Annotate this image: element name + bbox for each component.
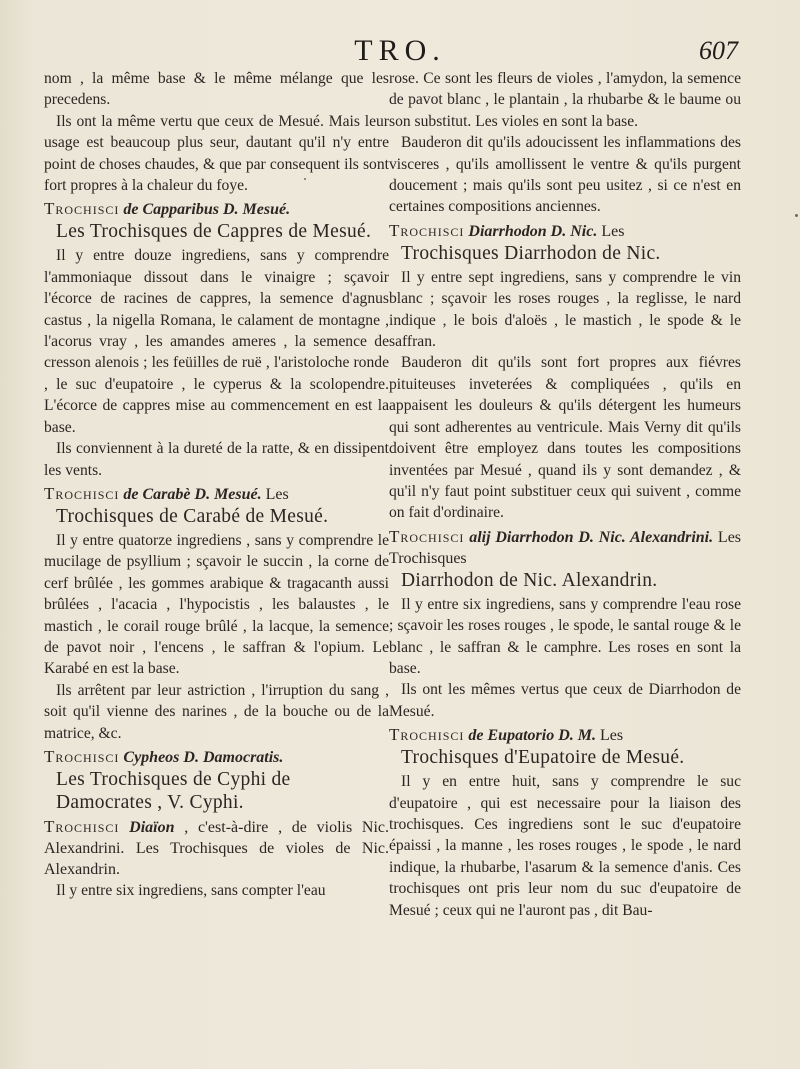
running-head: TRO.: [354, 34, 446, 67]
heading-tail: Les: [265, 485, 289, 503]
paper-speck: [304, 178, 306, 180]
paragraph: nom , la même base & le même mélange que les precedens.: [44, 70, 389, 109]
heading-tail: Les Trochisques: [389, 528, 742, 567]
heading-term: Trochisci: [44, 199, 120, 219]
entry-title: Trochisques Diarrhodon de Nic.: [401, 242, 661, 264]
paragraph: Il y entre six ingrediens, sans y comprendre l'eau rose ; sçavoir les roses rouges , le spode, le santal rouge & le blanc , le saffran & le camphre. Les roses en sont la base.: [389, 595, 741, 677]
heading-latin-name: Diaïon: [129, 818, 175, 836]
paper-speck: [795, 214, 798, 217]
paragraph: Il y en entre huit, sans y comprendre le suc d'eupatoire , qui est necessaire pour la liaison des trochisques. Ces ingrediens sont le suc d'eupatoire épaissi , la manne , les roses rouges , le spode , le nard indique, la rhubarbe, l'asarum & la semence d'anis. Ces trochisques ont pris leur nom du suc d'eupatoire de Mesué ; ceux qui ne l'auront pas , dit Bau-: [389, 773, 741, 919]
paragraph: Bauderon dit qu'ils adoucissent les inflammations des visceres , qu'ils amollissent le ventre & qu'ils purgent doucement ; mais qu'ils sont peu usitez , si ce n'est en certaines compositions anciennes.: [389, 134, 741, 216]
heading-latin-name: Cypheos D. Damocratis.: [123, 748, 284, 766]
paragraph: Il y entre quatorze ingrediens , sans y comprendre le mucilage de psyllium ; sçavoir le succin , la corne de cerf brûlée , les gommes arabique & tragacanth aussi brûlées , l'acacia , l'hypocistis , les balaustes , le mastich , le corail rouge brûlé , la lacque, la semence de pavot noir , l'encens , le saffran & l'opium. Le Karabé en est la base.: [44, 531, 389, 678]
heading-tail: , c'est-à-dire , de violis Nic. Alexandrini. Les Trochisques de violes de Nic. Alexandrin.: [44, 818, 390, 878]
entry-heading: [44, 198, 389, 220]
entry-heading: [389, 526, 741, 569]
left-column: [44, 68, 389, 901]
paragraph: Il y entre six ingrediens, sans compter l'eau: [56, 881, 326, 899]
heading-latin-name: de Capparibus D. Mesué.: [123, 201, 291, 219]
entry-heading: [44, 483, 389, 505]
heading-term: Trochisci: [44, 746, 120, 766]
paragraph: rose. Ce sont les fleurs de violes , l'amydon, la semence de pavot blanc , le plantain , la rhubarbe & le baume ou son substitut. Les violes en sont la base.: [389, 70, 741, 130]
paragraph: Ils ont les mêmes vertus que ceux de Diarrhodon de Mesué.: [389, 681, 741, 720]
paragraph: Ils conviennent à la dureté de la ratte, & en dissipent les vents.: [44, 440, 389, 479]
heading-term: Trochisci: [44, 483, 120, 503]
entry-title: Diarrhodon de Nic. Alexandrin.: [401, 569, 658, 591]
heading-term: Trochisci: [389, 725, 465, 745]
entry-heading: [44, 816, 389, 880]
heading-latin-name: de Eupatorio D. M.: [468, 727, 596, 745]
right-column: [389, 68, 741, 921]
paragraph: Ils arrêtent par leur astriction , l'irruption du sang , soit qu'il vienne des narines , de la bouche ou de la matrice, &c.: [44, 681, 389, 742]
entry-title: Trochisques de Carabé de Mesué.: [56, 505, 329, 527]
paragraph: Il y entre sept ingrediens, sans y comprendre le vin blanc ; sçavoir les roses rouges , la reglisse, le nard indique , le bois d'aloës , le mastich , le spode & le saffran.: [389, 268, 741, 351]
entry-heading: [389, 220, 741, 242]
heading-latin-name: de Carabè D. Mesué.: [123, 485, 262, 503]
heading-tail: Les: [601, 222, 625, 240]
heading-term: Trochisci: [389, 526, 465, 546]
heading-tail: Les: [599, 727, 624, 745]
entry-title: Les Trochisques de Cappres de Mesué.: [56, 221, 372, 243]
page-number: 607: [699, 36, 738, 65]
heading-term: Trochisci: [389, 220, 465, 240]
entry-heading: [389, 724, 741, 746]
heading-term: Trochisci: [44, 816, 120, 836]
heading-latin-name: Diarrhodon D. Nic.: [468, 222, 598, 240]
heading-latin-name: alij Diarrhodon D. Nic. Alexandrini.: [469, 528, 714, 546]
paragraph: Il y entre douze ingrediens, sans y comprendre l'ammoniaque dissout dans le vinaigre ; sçavoir l'écorce de racines de cappres, la semence d'agnus castus , la nigella Romana, le calament de montagne , l'acorus vray , les amandes ameres , la semence de cresson alenois ; les feüilles de ruë , l'aristoloche ronde , le suc d'eupatoire , le cyperus & la scolopendre. L'écorce de cappres mise au commencement en est la base.: [44, 247, 389, 436]
paragraph: Bauderon dit qu'ils sont fort propres aux fiévres pituiteuses inveterées & compliquées , qu'ils en appaisent les douleurs & qu'ils détergent les humeurs qui sont adherentes au ventricule. Mais Verny dit qu'ils doivent être employez dans toutes les compositions inventées par Mesué , quand ils y sont demandez , & qu'il n'y faut point substituer ceux qui suivent , comme on fait d'ordinaire.: [389, 354, 741, 522]
paragraph: Ils ont la même vertu que ceux de Mesué. Mais leur usage est beaucoup plus seur, dautant qu'il n'y entre point de choses chaudes, & que par consequent ils sont fort propres à la chaleur du foye.: [44, 112, 389, 195]
page-header: [0, 30, 800, 70]
entry-heading: [44, 746, 389, 768]
entry-title: Les Trochisques de Cyphi de Damocrates , V. Cyphi.: [56, 768, 291, 813]
entry-title: Trochisques d'Eupatoire de Mesué.: [401, 747, 685, 769]
